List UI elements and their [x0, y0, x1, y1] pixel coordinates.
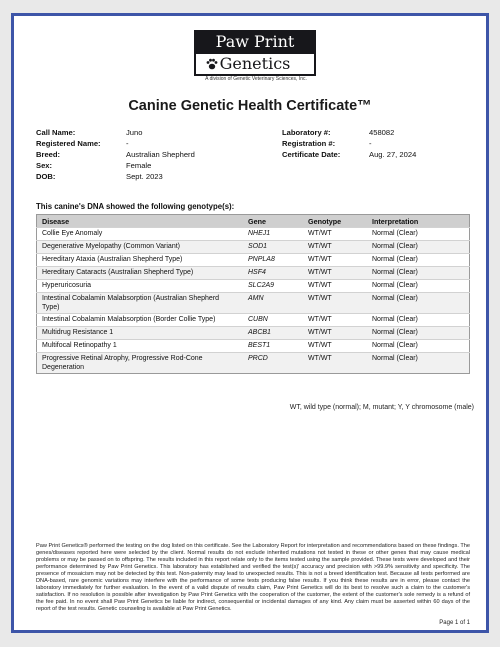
header-gene: Gene [243, 215, 303, 228]
info-row-laboratory [282, 127, 416, 138]
logo-line2: Genetics [195, 53, 315, 75]
table-header-row [37, 215, 470, 228]
logo-tagline: A division of Genetic Veterinary Sciences, Inc. [205, 76, 307, 82]
dna-heading: This canine's DNA showed the following genotype(s): [36, 202, 235, 211]
cell-interpretation: Normal (Clear) [367, 267, 470, 280]
disclaimer-text: Paw Print Genetics® performed the testing on the dog listed on this certificate. See the Laboratory Report for interpretation and recommendations based on these findings. The genes/diseases reported here were selected by the client. Normal results do not exclude inherited mutations not tested in these or other genes that may cause medical problems or may be passed on to offspring. The results included in this report relate only to the items tested using the sample provided. These tests were developed and their performance determined by Paw Print Genetics. This laboratory has established and verified the test(s)' accuracy and precision with >99.9% sensitivity and specificity. The presence of mosaicism may not be detected by this test. Non-paternity may lead to unexpected results. This is not a breed identification test. Because all tests performed are DNA-based, rare genomic variations may interfere with the performance of some tests producing false results. If you think these results are in error, please contact the laboratory immediately for further evaluation. In the event of a valid dispute of results claim, Paw Print Genetics will do its best to resolve such a claim to the customer's satisfaction. If no resolution is possible after investigation by Paw Print Genetics with the cooperation of the customer, the extent of the customer's sole remedy is a refund of the fee paid. In no event shall Paw Print Genetics be liable for indirect, consequential or incidental damages of any kind. Any claim must be asserted within 60 days of the report of the test results. Genetic counseling is available at Paw Print Genetics. [36, 543, 470, 612]
cell-interpretation: Normal (Clear) [367, 353, 470, 374]
cell-genotype: WT/WT [303, 293, 367, 314]
cell-interpretation: Normal (Clear) [367, 327, 470, 340]
cell-genotype: WT/WT [303, 241, 367, 254]
cell-interpretation: Normal (Clear) [367, 241, 470, 254]
cell-gene: SOD1 [243, 241, 303, 254]
logo-line1: Paw Print [215, 32, 295, 51]
genotype-legend: WT, wild type (normal); M, mutant; Y, Y chromosome (male) [289, 404, 474, 411]
table-row [37, 241, 470, 254]
page-number: Page 1 of 1 [439, 620, 470, 626]
cell-genotype: WT/WT [303, 314, 367, 327]
dog-info-right [282, 127, 416, 160]
info-value: Australian Shepherd [126, 150, 195, 159]
cell-genotype: WT/WT [303, 353, 367, 374]
table-row [37, 254, 470, 267]
logo-box [194, 30, 316, 76]
cell-disease: Collie Eye Anomaly [37, 228, 244, 241]
info-row-breed [36, 149, 195, 160]
info-label: Sex: [36, 161, 53, 170]
header-interpretation: Interpretation [367, 215, 470, 228]
cell-gene: BEST1 [243, 340, 303, 353]
info-label: Registered Name: [36, 139, 101, 148]
table-row [37, 267, 470, 280]
paw-print-genetics-logo [190, 30, 322, 88]
genotype-table [36, 214, 470, 374]
cell-genotype: WT/WT [303, 340, 367, 353]
cell-gene: AMN [243, 293, 303, 314]
table-row [37, 280, 470, 293]
cell-interpretation: Normal (Clear) [367, 314, 470, 327]
dog-info-left [36, 127, 195, 182]
info-label: Registration #: [282, 139, 336, 148]
table-row [37, 340, 470, 353]
paw-icon [205, 57, 219, 71]
cell-interpretation: Normal (Clear) [367, 340, 470, 353]
certificate-page [11, 13, 489, 633]
header-disease: Disease [37, 215, 244, 228]
cell-genotype: WT/WT [303, 228, 367, 241]
info-label: Certificate Date: [282, 150, 341, 159]
cell-disease: Multifocal Retinopathy 1 [37, 340, 244, 353]
cell-gene: PRCD [243, 353, 303, 374]
page-title: Canine Genetic Health Certificate™ [128, 98, 372, 114]
cell-genotype: WT/WT [303, 280, 367, 293]
info-value: - [369, 139, 372, 148]
info-row-call-name [36, 127, 195, 138]
info-value: Sept. 2023 [126, 172, 163, 181]
info-value: 458082 [369, 128, 395, 137]
cell-disease: Hyperuricosuria [37, 280, 244, 293]
header-genotype: Genotype [303, 215, 367, 228]
table-row [37, 228, 470, 241]
cell-genotype: WT/WT [303, 327, 367, 340]
cell-disease: Progressive Retinal Atrophy, Progressive Rod-Cone Degeneration [37, 353, 244, 374]
info-label: Call Name: [36, 128, 76, 137]
cell-disease: Intestinal Cobalamin Malabsorption (Australian Shepherd Type) [37, 293, 244, 314]
table-row [37, 293, 470, 314]
cell-gene: CUBN [243, 314, 303, 327]
cell-disease: Multidrug Resistance 1 [37, 327, 244, 340]
cell-interpretation: Normal (Clear) [367, 228, 470, 241]
info-value: Female [126, 161, 152, 170]
info-label: Laboratory #: [282, 128, 331, 137]
cell-gene: PNPLA8 [243, 254, 303, 267]
cell-genotype: WT/WT [303, 254, 367, 267]
cell-gene: ABCB1 [243, 327, 303, 340]
info-row-sex [36, 160, 195, 171]
table-row [37, 353, 470, 374]
cell-disease: Hereditary Ataxia (Australian Shepherd Type) [37, 254, 244, 267]
cell-disease: Degenerative Myelopathy (Common Variant) [37, 241, 244, 254]
cell-disease: Intestinal Cobalamin Malabsorption (Border Collie Type) [37, 314, 244, 327]
cell-disease: Hereditary Cataracts (Australian Shepherd Type) [37, 267, 244, 280]
info-row-dob [36, 171, 195, 182]
table-row [37, 314, 470, 327]
info-row-registration [282, 138, 416, 149]
cell-interpretation: Normal (Clear) [367, 280, 470, 293]
cell-interpretation: Normal (Clear) [367, 254, 470, 267]
info-row-registered-name [36, 138, 195, 149]
info-row-certificate-date [282, 149, 416, 160]
cell-interpretation: Normal (Clear) [367, 293, 470, 314]
info-value: Juno [126, 128, 143, 137]
cell-gene: HSF4 [243, 267, 303, 280]
info-value: Aug. 27, 2024 [369, 150, 417, 159]
info-label: DOB: [36, 172, 56, 181]
table-row [37, 327, 470, 340]
cell-genotype: WT/WT [303, 267, 367, 280]
info-value: - [126, 139, 129, 148]
cell-gene: SLC2A9 [243, 280, 303, 293]
info-label: Breed: [36, 150, 61, 159]
cell-gene: NHEJ1 [243, 228, 303, 241]
